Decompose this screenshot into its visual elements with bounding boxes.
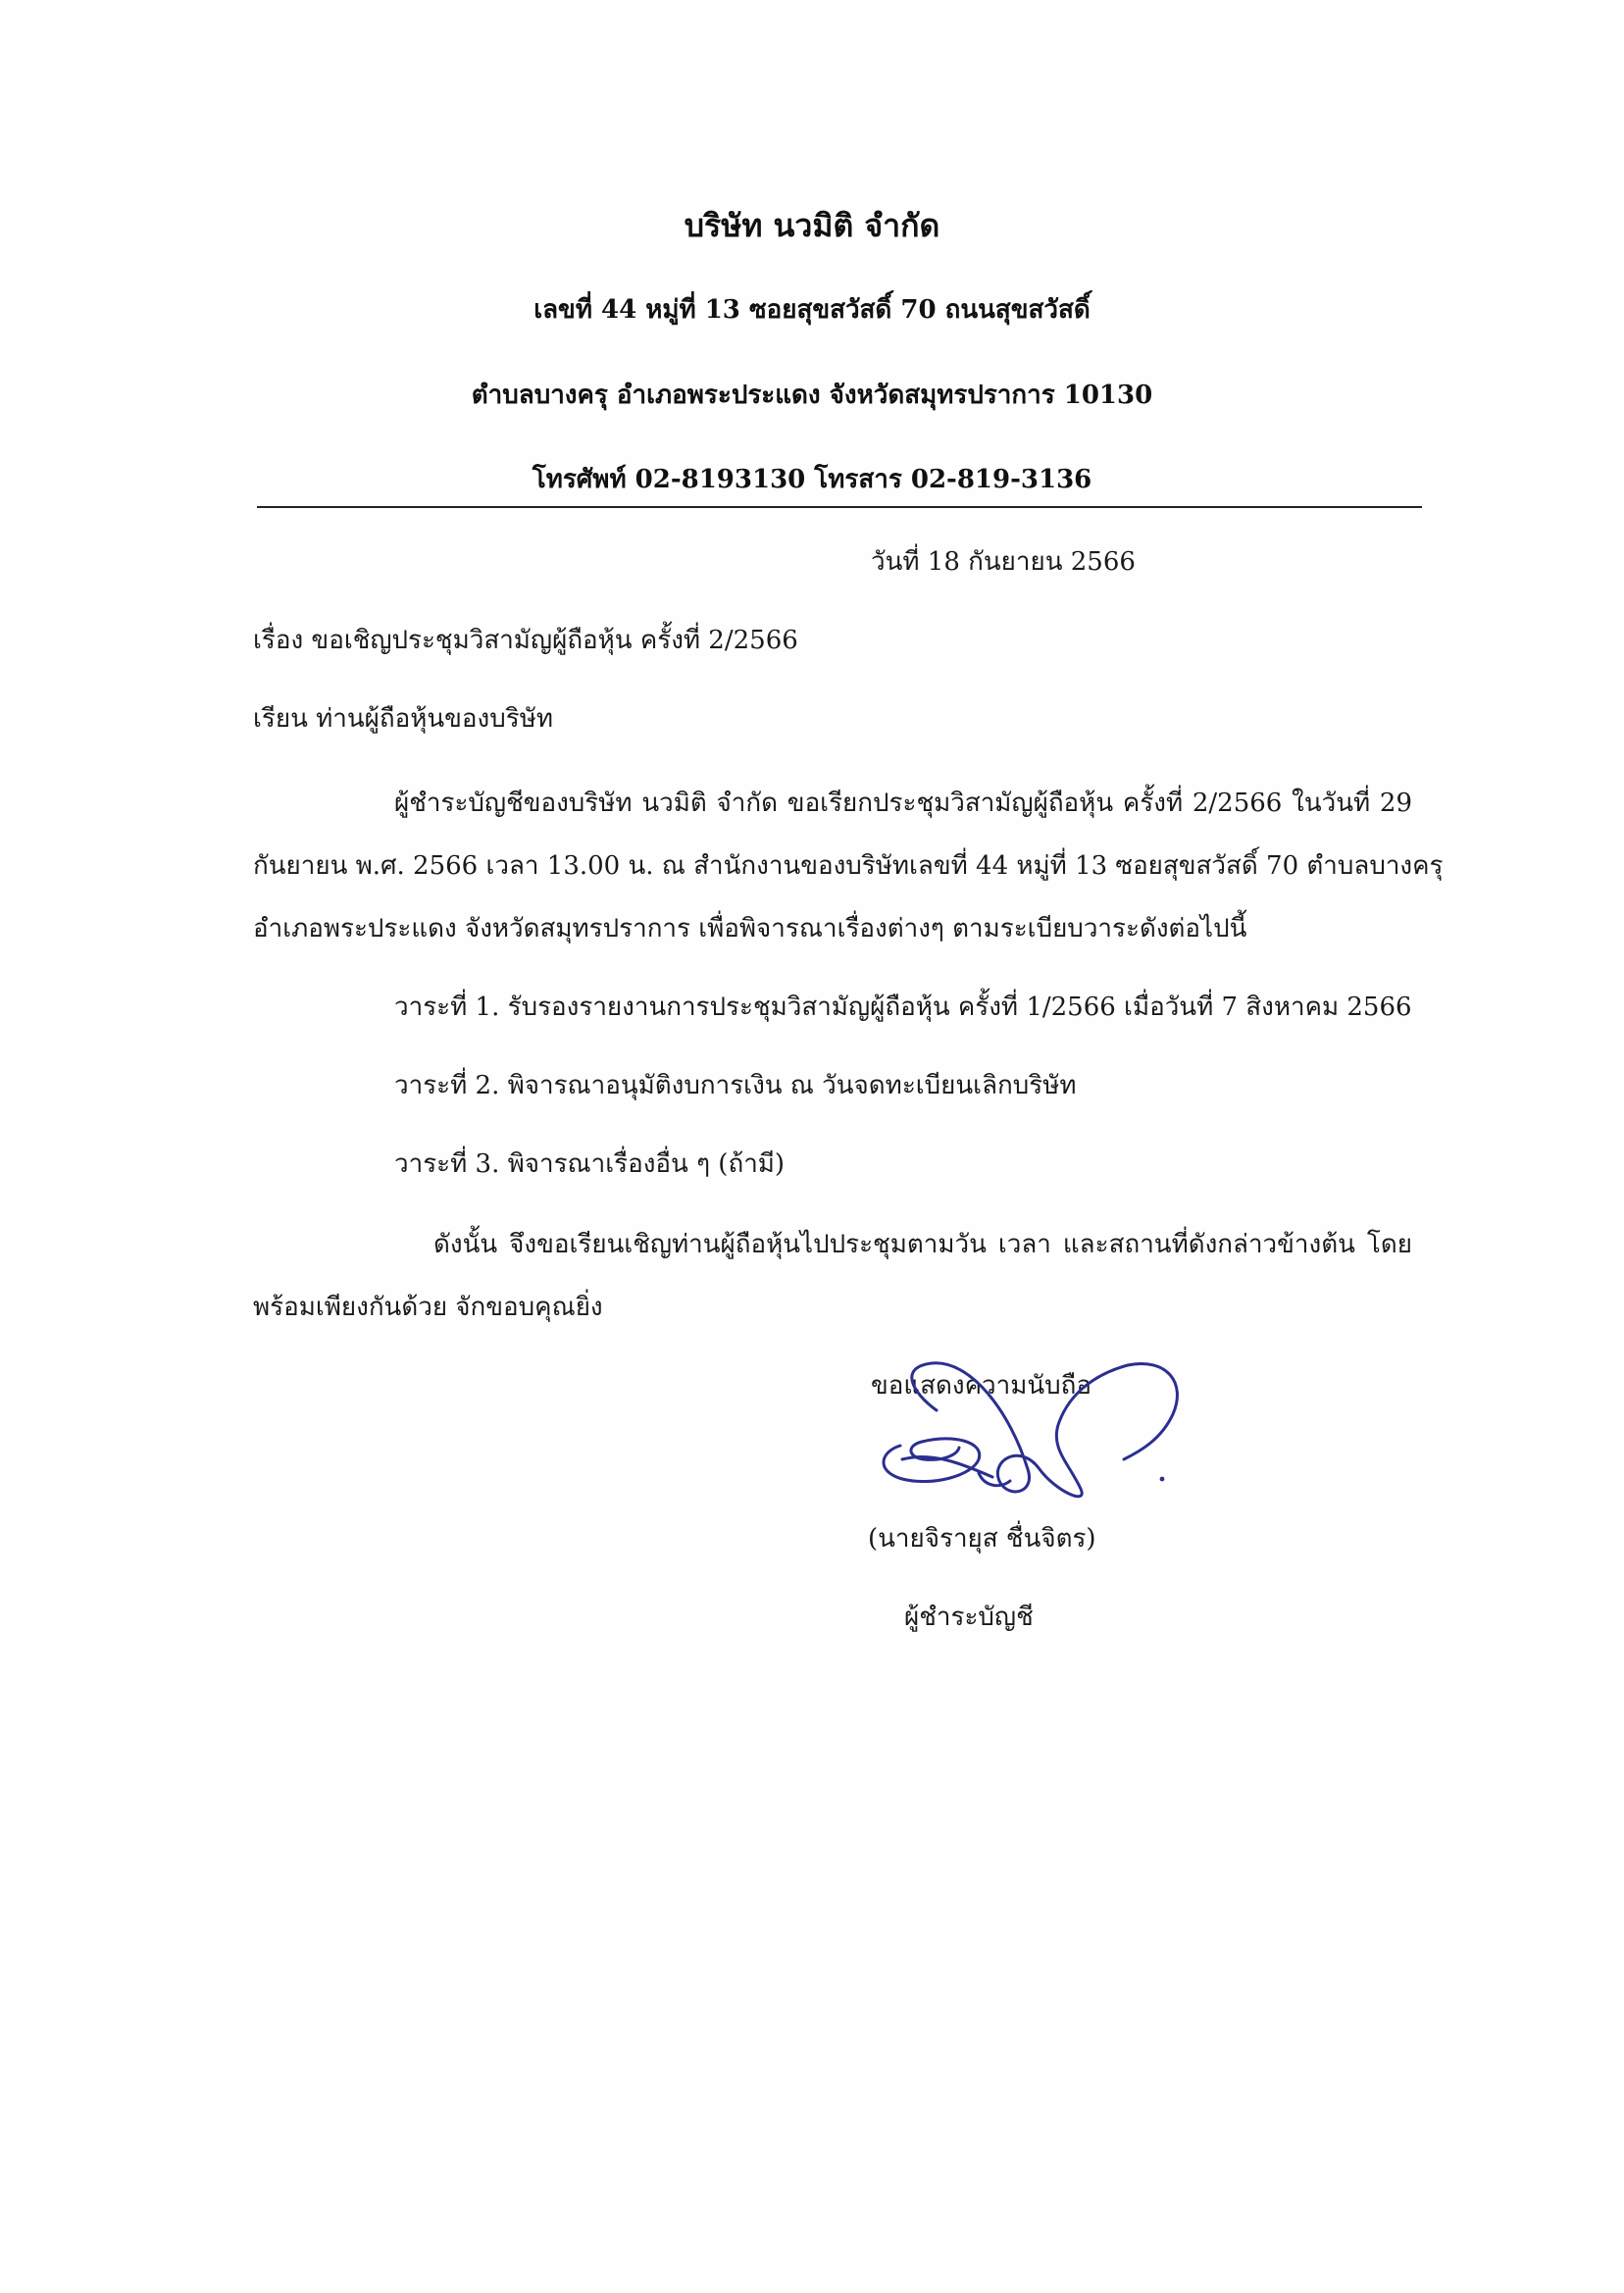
paragraph1-line1: ผู้ชำระบัญชีของบริษัท นวมิติ จำกัด ขอเรียกประชุมวิสามัญผู้ถือหุ้น ครั้งที่ 2/2566 ในวันที่ 29	[394, 789, 1412, 818]
signer-title: ผู้ชำระบัญชี	[904, 1603, 1034, 1632]
header-divider	[257, 506, 1422, 508]
salutation: ขอแสดงความนับถือ	[871, 1371, 1091, 1401]
signer-name: (นายจิรายุส ชื่นจิตร)	[868, 1524, 1096, 1554]
closing-line2: พร้อมเพียงกันด้วย จักขอบคุณยิ่ง	[253, 1293, 603, 1322]
company-contact-line: โทรศัพท์ 02-8193130 โทรสาร 02-819-3136	[532, 465, 1092, 494]
paragraph1-line2: กันยายน พ.ศ. 2566 เวลา 13.00 น. ณ สำนักงานของบริษัทเลขที่ 44 หมู่ที่ 13 ซอยสุขสวัสดิ์ 70 ตำบลบางครุ	[253, 851, 1444, 881]
handwritten-signature	[863, 1353, 1196, 1520]
paragraph1-line3: อำเภอพระประแดง จังหวัดสมุทรปราการ เพื่อพิจารณาเรื่องต่างๆ ตามระเบียบวาระดังต่อไปนี้	[253, 914, 1247, 943]
agenda-item-3: วาระที่ 3. พิจารณาเรื่องอื่น ๆ (ถ้ามี)	[394, 1149, 786, 1179]
company-address-line1: เลขที่ 44 หมู่ที่ 13 ซอยสุขสวัสดิ์ 70 ถนนสุขสวัสดิ์	[533, 295, 1091, 325]
agenda-item-1: วาระที่ 1. รับรองรายงานการประชุมวิสามัญผู้ถือหุ้น ครั้งที่ 1/2566 เมื่อวันที่ 7 สิงหาคม 2566	[394, 993, 1412, 1022]
company-address-line2: ตำบลบางครุ อำเภอพระประแดง จังหวัดสมุทรปราการ 10130	[471, 381, 1153, 410]
letter-date: วันที่ 18 กันยายน 2566	[871, 547, 1136, 577]
company-name: บริษัท นวมิติ จำกัด	[684, 207, 940, 244]
closing-line1: ดังนั้น จึงขอเรียนเชิญท่านผู้ถือหุ้นไปประชุมตามวัน เวลา และสถานที่ดังกล่าวข้างต้น โดย	[433, 1230, 1412, 1259]
letter-subject: เรื่อง ขอเชิญประชุมวิสามัญผู้ถือหุ้น ครั้งที่ 2/2566	[253, 626, 798, 655]
letter-recipient: เรียน ท่านผู้ถือหุ้นของบริษัท	[253, 704, 553, 734]
agenda-item-2: วาระที่ 2. พิจารณาอนุมัติงบการเงิน ณ วันจดทะเบียนเลิกบริษัท	[394, 1071, 1077, 1100]
